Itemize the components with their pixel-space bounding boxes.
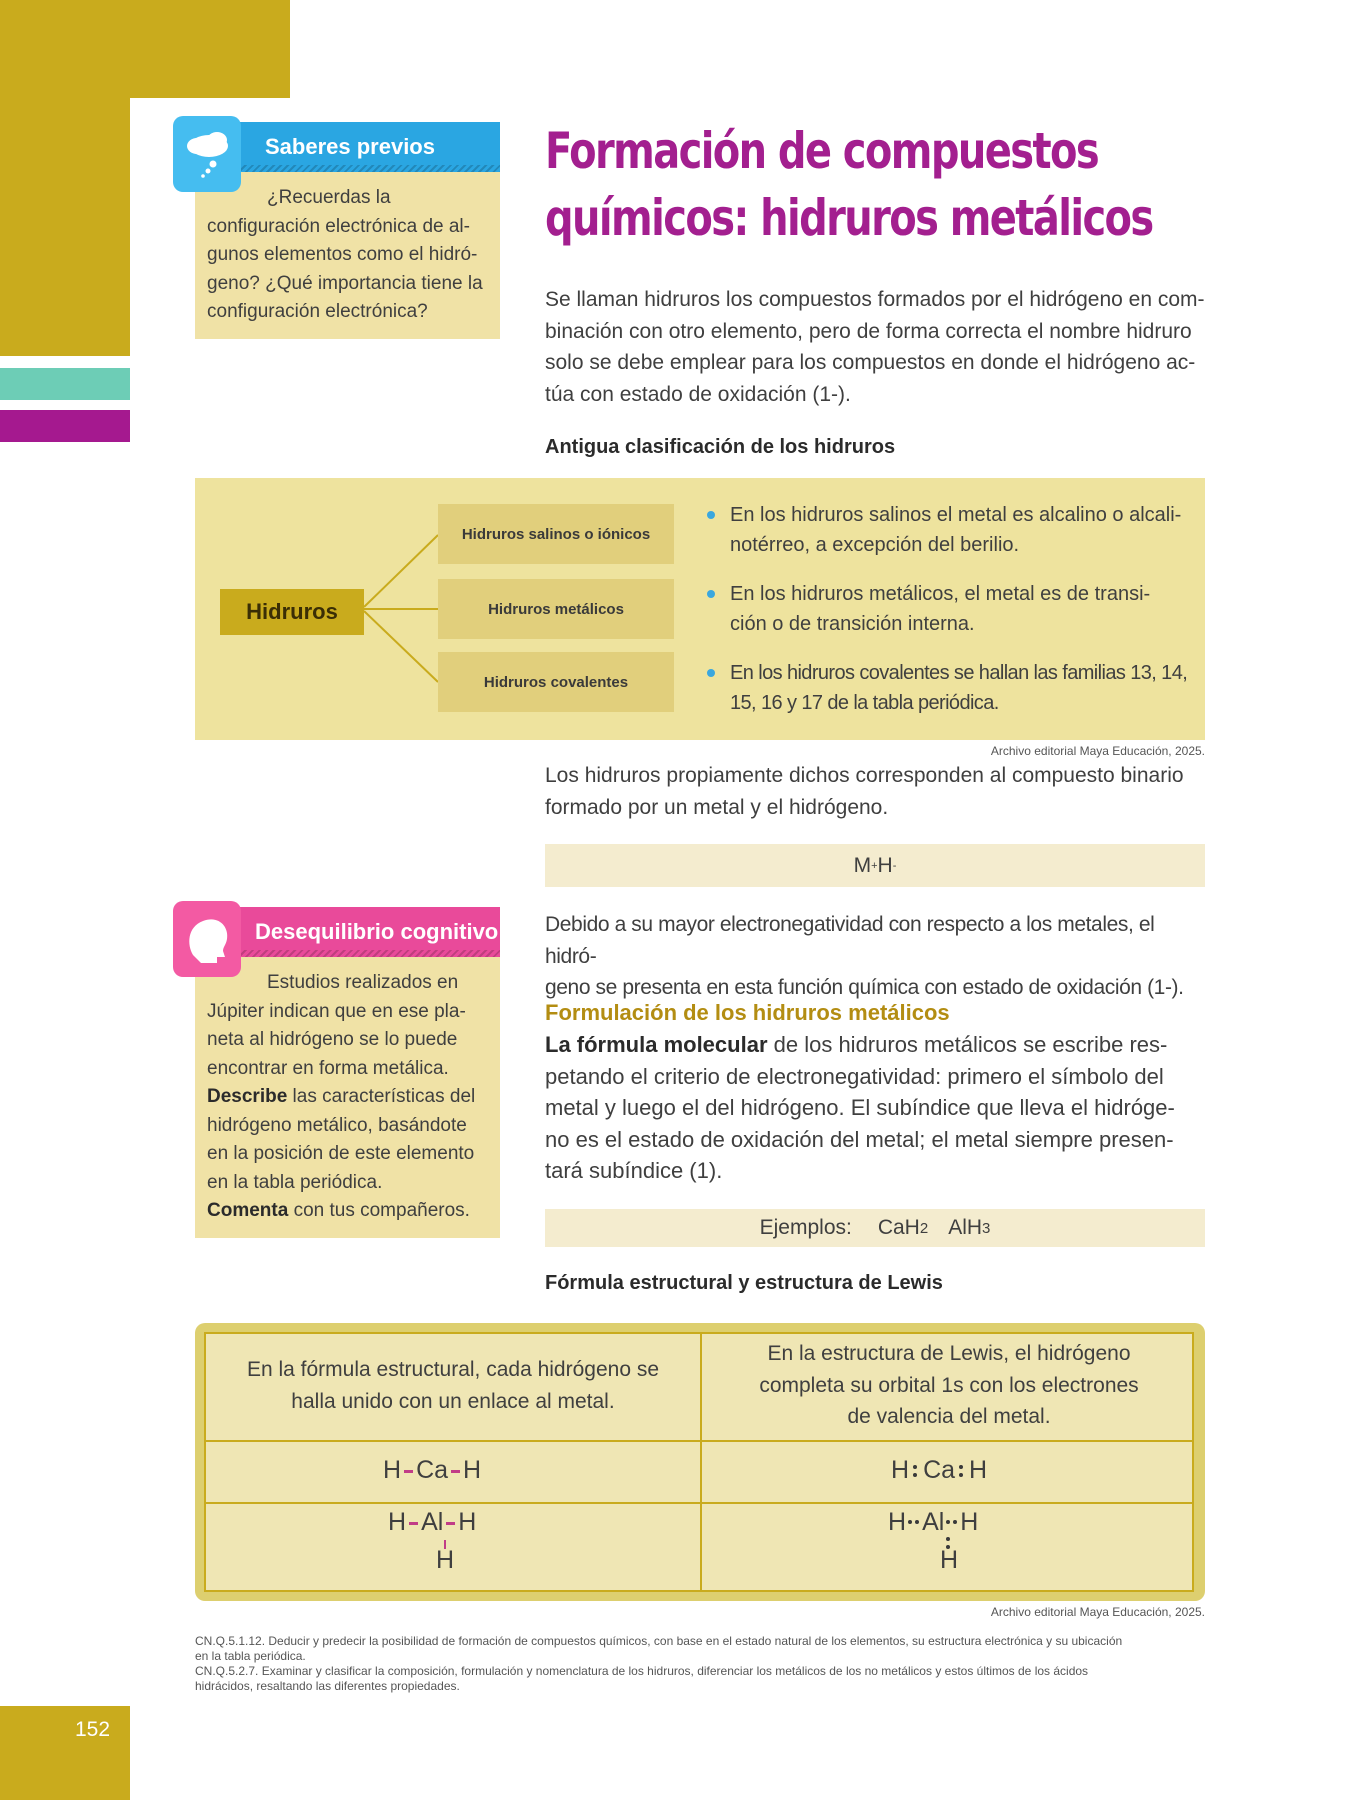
structural-lewis-table bbox=[195, 1323, 1205, 1601]
electro-paragraph bbox=[545, 909, 1205, 1004]
desequilibrio-title: Desequilibrio cognitivo bbox=[255, 919, 499, 944]
atom-h: H bbox=[463, 1456, 482, 1484]
deseq-line: hidrógeno metálico, basándote bbox=[207, 1114, 467, 1136]
formula-hydrogen-charge: - bbox=[892, 859, 897, 872]
electron-pair bbox=[908, 1520, 920, 1526]
bullet-metalicos bbox=[700, 579, 1210, 639]
structural-alh3 bbox=[388, 1508, 476, 1537]
hidruros-root-node: Hidruros bbox=[220, 589, 364, 635]
lewis-desc-line: En la estructura de Lewis, el hidrógeno bbox=[767, 1342, 1131, 1365]
formula-metal: M bbox=[853, 853, 872, 877]
electron-pair bbox=[913, 1464, 919, 1478]
top-color-bar bbox=[0, 0, 290, 98]
title-line-2: químicos: hidruros metálicos bbox=[545, 189, 1153, 247]
molecular-keyword: La fórmula molecular bbox=[545, 1032, 768, 1057]
lewis-description bbox=[702, 1338, 1196, 1433]
deseq-line: las características del bbox=[287, 1086, 476, 1107]
single-bond bbox=[446, 1522, 455, 1525]
bullet-dot bbox=[707, 590, 715, 598]
saberes-previos-text bbox=[195, 172, 500, 339]
node-metalicos: Hidruros metálicos bbox=[438, 579, 674, 639]
single-bond bbox=[451, 1470, 460, 1473]
formulacion-heading: Formulación de los hidruros metálicos bbox=[545, 1000, 950, 1025]
deseq-line: encontrar en forma metálica. bbox=[207, 1057, 449, 1079]
page-number-block bbox=[0, 1706, 130, 1800]
formulacion-line: de los hidruros metálicos se escribe res- bbox=[767, 1032, 1168, 1057]
row-divider bbox=[206, 1502, 1192, 1504]
saberes-line-3: geno? ¿Qué importancia tiene la bbox=[207, 272, 483, 294]
magenta-stripe bbox=[0, 410, 130, 442]
footnote-line: en la tabla periódica. bbox=[195, 1649, 306, 1663]
saberes-line-1: configuración electrónica de al- bbox=[207, 215, 470, 237]
single-bond bbox=[404, 1470, 413, 1473]
footnote-line: CN.Q.5.2.7. Examinar y clasificar la composición, formulación y nomenclatura de los hidruros, diferenciar los metálicos de los no metálicos y estos últimos de los ácidos bbox=[195, 1664, 1089, 1678]
structural-credit: Archivo editorial Maya Educación, 2025. bbox=[990, 1605, 1205, 1619]
saberes-line-4: configuración electrónica? bbox=[207, 301, 428, 322]
lewis-desc-line: completa su orbital 1s con los electrones bbox=[759, 1373, 1139, 1397]
row-divider bbox=[206, 1440, 1192, 1442]
bullet-line: En los hidruros metálicos, el metal es de transi- bbox=[730, 583, 1151, 605]
atom-h: H bbox=[388, 1508, 407, 1536]
title-line-1: Formación de compuestos bbox=[545, 122, 1099, 180]
atom-h: H bbox=[891, 1456, 910, 1484]
formulacion-line: petando el criterio de electronegatividad: primero el símbolo del bbox=[545, 1063, 1164, 1089]
thought-cloud-icon bbox=[173, 116, 241, 192]
example-alh3-sub: 3 bbox=[982, 1219, 991, 1237]
proper-line: Los hidruros propiamente dichos corresponden al compuesto binario bbox=[545, 764, 1184, 787]
intro-line: binación con otro elemento, pero de forma correcta el nombre hidruro bbox=[545, 319, 1192, 343]
atom-h: H bbox=[969, 1456, 988, 1484]
deseq-line: en la posición de este elemento bbox=[207, 1143, 475, 1164]
bullet-dot bbox=[707, 669, 715, 677]
bullet-line: notérreo, a excepción del berilio. bbox=[730, 534, 1020, 556]
bullet-line: En los hidruros salinos el metal es alcalino o alcali- bbox=[730, 504, 1182, 526]
proper-paragraph bbox=[545, 760, 1205, 823]
teal-stripe bbox=[0, 368, 130, 400]
atom-al: Al bbox=[922, 1508, 945, 1536]
saberes-line-0: ¿Recuerdas la bbox=[267, 187, 391, 208]
atom-ca: Ca bbox=[416, 1456, 449, 1484]
table-inner bbox=[204, 1332, 1194, 1592]
page-title bbox=[545, 118, 1153, 252]
atom-h: H bbox=[888, 1508, 907, 1536]
head-silhouette-icon bbox=[173, 901, 241, 977]
structural-bottom-h: H bbox=[436, 1546, 455, 1574]
saberes-previos-title: Saberes previos bbox=[265, 134, 435, 159]
example-cah2-sub: 2 bbox=[919, 1219, 929, 1237]
atom-ca: Ca bbox=[923, 1456, 956, 1484]
structural-heading: Fórmula estructural y estructura de Lewis bbox=[545, 1272, 943, 1294]
page-number: 152 bbox=[75, 1718, 111, 1741]
intro-line: Se llaman hidruros los compuestos formados por el hidrógeno en com- bbox=[545, 288, 1205, 311]
saberes-previos-box bbox=[195, 122, 500, 339]
deseq-line: con tus compañeros. bbox=[288, 1200, 470, 1221]
deseq-line: Júpiter indican que en ese pla- bbox=[207, 1000, 466, 1022]
lewis-bottom-h: H bbox=[940, 1546, 959, 1574]
structural-cah2 bbox=[383, 1456, 481, 1485]
lewis-alh3 bbox=[888, 1508, 978, 1537]
bullet-line: 15, 16 y 17 de la tabla periódica. bbox=[730, 692, 999, 714]
electron-pair bbox=[959, 1464, 965, 1478]
diagram-credit: Archivo editorial Maya Educación, 2025. bbox=[990, 744, 1205, 758]
example-alh3: AlH bbox=[948, 1216, 983, 1239]
classification-diagram bbox=[195, 478, 1205, 740]
bullet-covalentes bbox=[700, 658, 1210, 718]
examples-band bbox=[545, 1209, 1205, 1247]
example-cah2: CaH bbox=[877, 1216, 920, 1239]
intro-line: solo se debe emplear para los compuestos en donde el hidrógeno ac- bbox=[545, 351, 1196, 374]
lewis-cah2 bbox=[891, 1456, 987, 1485]
atom-h: H bbox=[458, 1508, 477, 1536]
comenta-keyword: Comenta bbox=[207, 1200, 289, 1221]
structural-desc-line: halla unido con un enlace al metal. bbox=[291, 1389, 615, 1413]
saberes-line-2: gunos elementos como el hidró- bbox=[207, 244, 478, 265]
formula-metal-charge: + bbox=[871, 859, 878, 872]
single-bond bbox=[409, 1522, 418, 1525]
atom-al: Al bbox=[421, 1508, 444, 1536]
intro-line: túa con estado de oxidación (1-). bbox=[545, 382, 851, 406]
formulacion-line: no es el estado de oxidación del metal; el metal siempre presen- bbox=[545, 1126, 1174, 1152]
bullet-dot bbox=[707, 511, 715, 519]
formulacion-paragraph bbox=[545, 1029, 1205, 1187]
structural-desc-line: En la fórmula estructural, cada hidrógeno se bbox=[246, 1358, 660, 1381]
deseq-line: en la tabla periódica. bbox=[207, 1171, 383, 1193]
bullet-line: ción o de transición interna. bbox=[730, 613, 975, 635]
intro-paragraph bbox=[545, 284, 1205, 410]
node-covalentes: Hidruros covalentes bbox=[438, 652, 674, 712]
left-color-bar bbox=[0, 98, 130, 356]
examples-label: Ejemplos: bbox=[759, 1216, 852, 1239]
bullet-salinos bbox=[700, 500, 1210, 560]
formulacion-line: metal y luego el del hidrógeno. El subíndice que lleva el hidróge- bbox=[545, 1095, 1175, 1120]
structural-description bbox=[206, 1354, 700, 1417]
atom-h: H bbox=[383, 1456, 402, 1484]
footnote-line: CN.Q.5.1.12. Deducir y predecir la posibilidad de formación de compuestos químicos, con base en el estado natural de los elementos, su estructura electrónica y su ubicación bbox=[195, 1634, 1123, 1648]
electro-line: Debido a su mayor electronegatividad con respecto a los metales, el hidró- bbox=[545, 913, 1155, 968]
atom-h: H bbox=[960, 1508, 979, 1536]
curriculum-footnotes bbox=[195, 1634, 1205, 1694]
formula-hydrogen: H bbox=[877, 853, 893, 877]
describe-keyword: Describe bbox=[207, 1086, 288, 1107]
deseq-line: Estudios realizados en bbox=[267, 972, 459, 993]
footnote-line: hidrácidos, resaltando las diferentes propiedades. bbox=[195, 1679, 460, 1693]
desequilibrio-box bbox=[195, 907, 500, 1238]
formulacion-line: tará subíndice (1). bbox=[545, 1158, 723, 1183]
lewis-desc-line: de valencia del metal. bbox=[847, 1405, 1051, 1428]
bullet-line: En los hidruros covalentes se hallan las familias 13, 14, bbox=[730, 662, 1188, 684]
general-formula-band bbox=[545, 844, 1205, 887]
proper-line: formado por un metal y el hidrógeno. bbox=[545, 795, 889, 819]
electron-pair bbox=[946, 1520, 958, 1526]
classification-heading: Antigua clasificación de los hidruros bbox=[545, 436, 896, 458]
deseq-line: neta al hidrógeno se lo puede bbox=[207, 1029, 458, 1050]
electro-line: geno se presenta en esta función química con estado de oxidación (1-). bbox=[545, 976, 1184, 999]
desequilibrio-text bbox=[195, 957, 500, 1238]
node-salinos: Hidruros salinos o iónicos bbox=[438, 504, 674, 564]
